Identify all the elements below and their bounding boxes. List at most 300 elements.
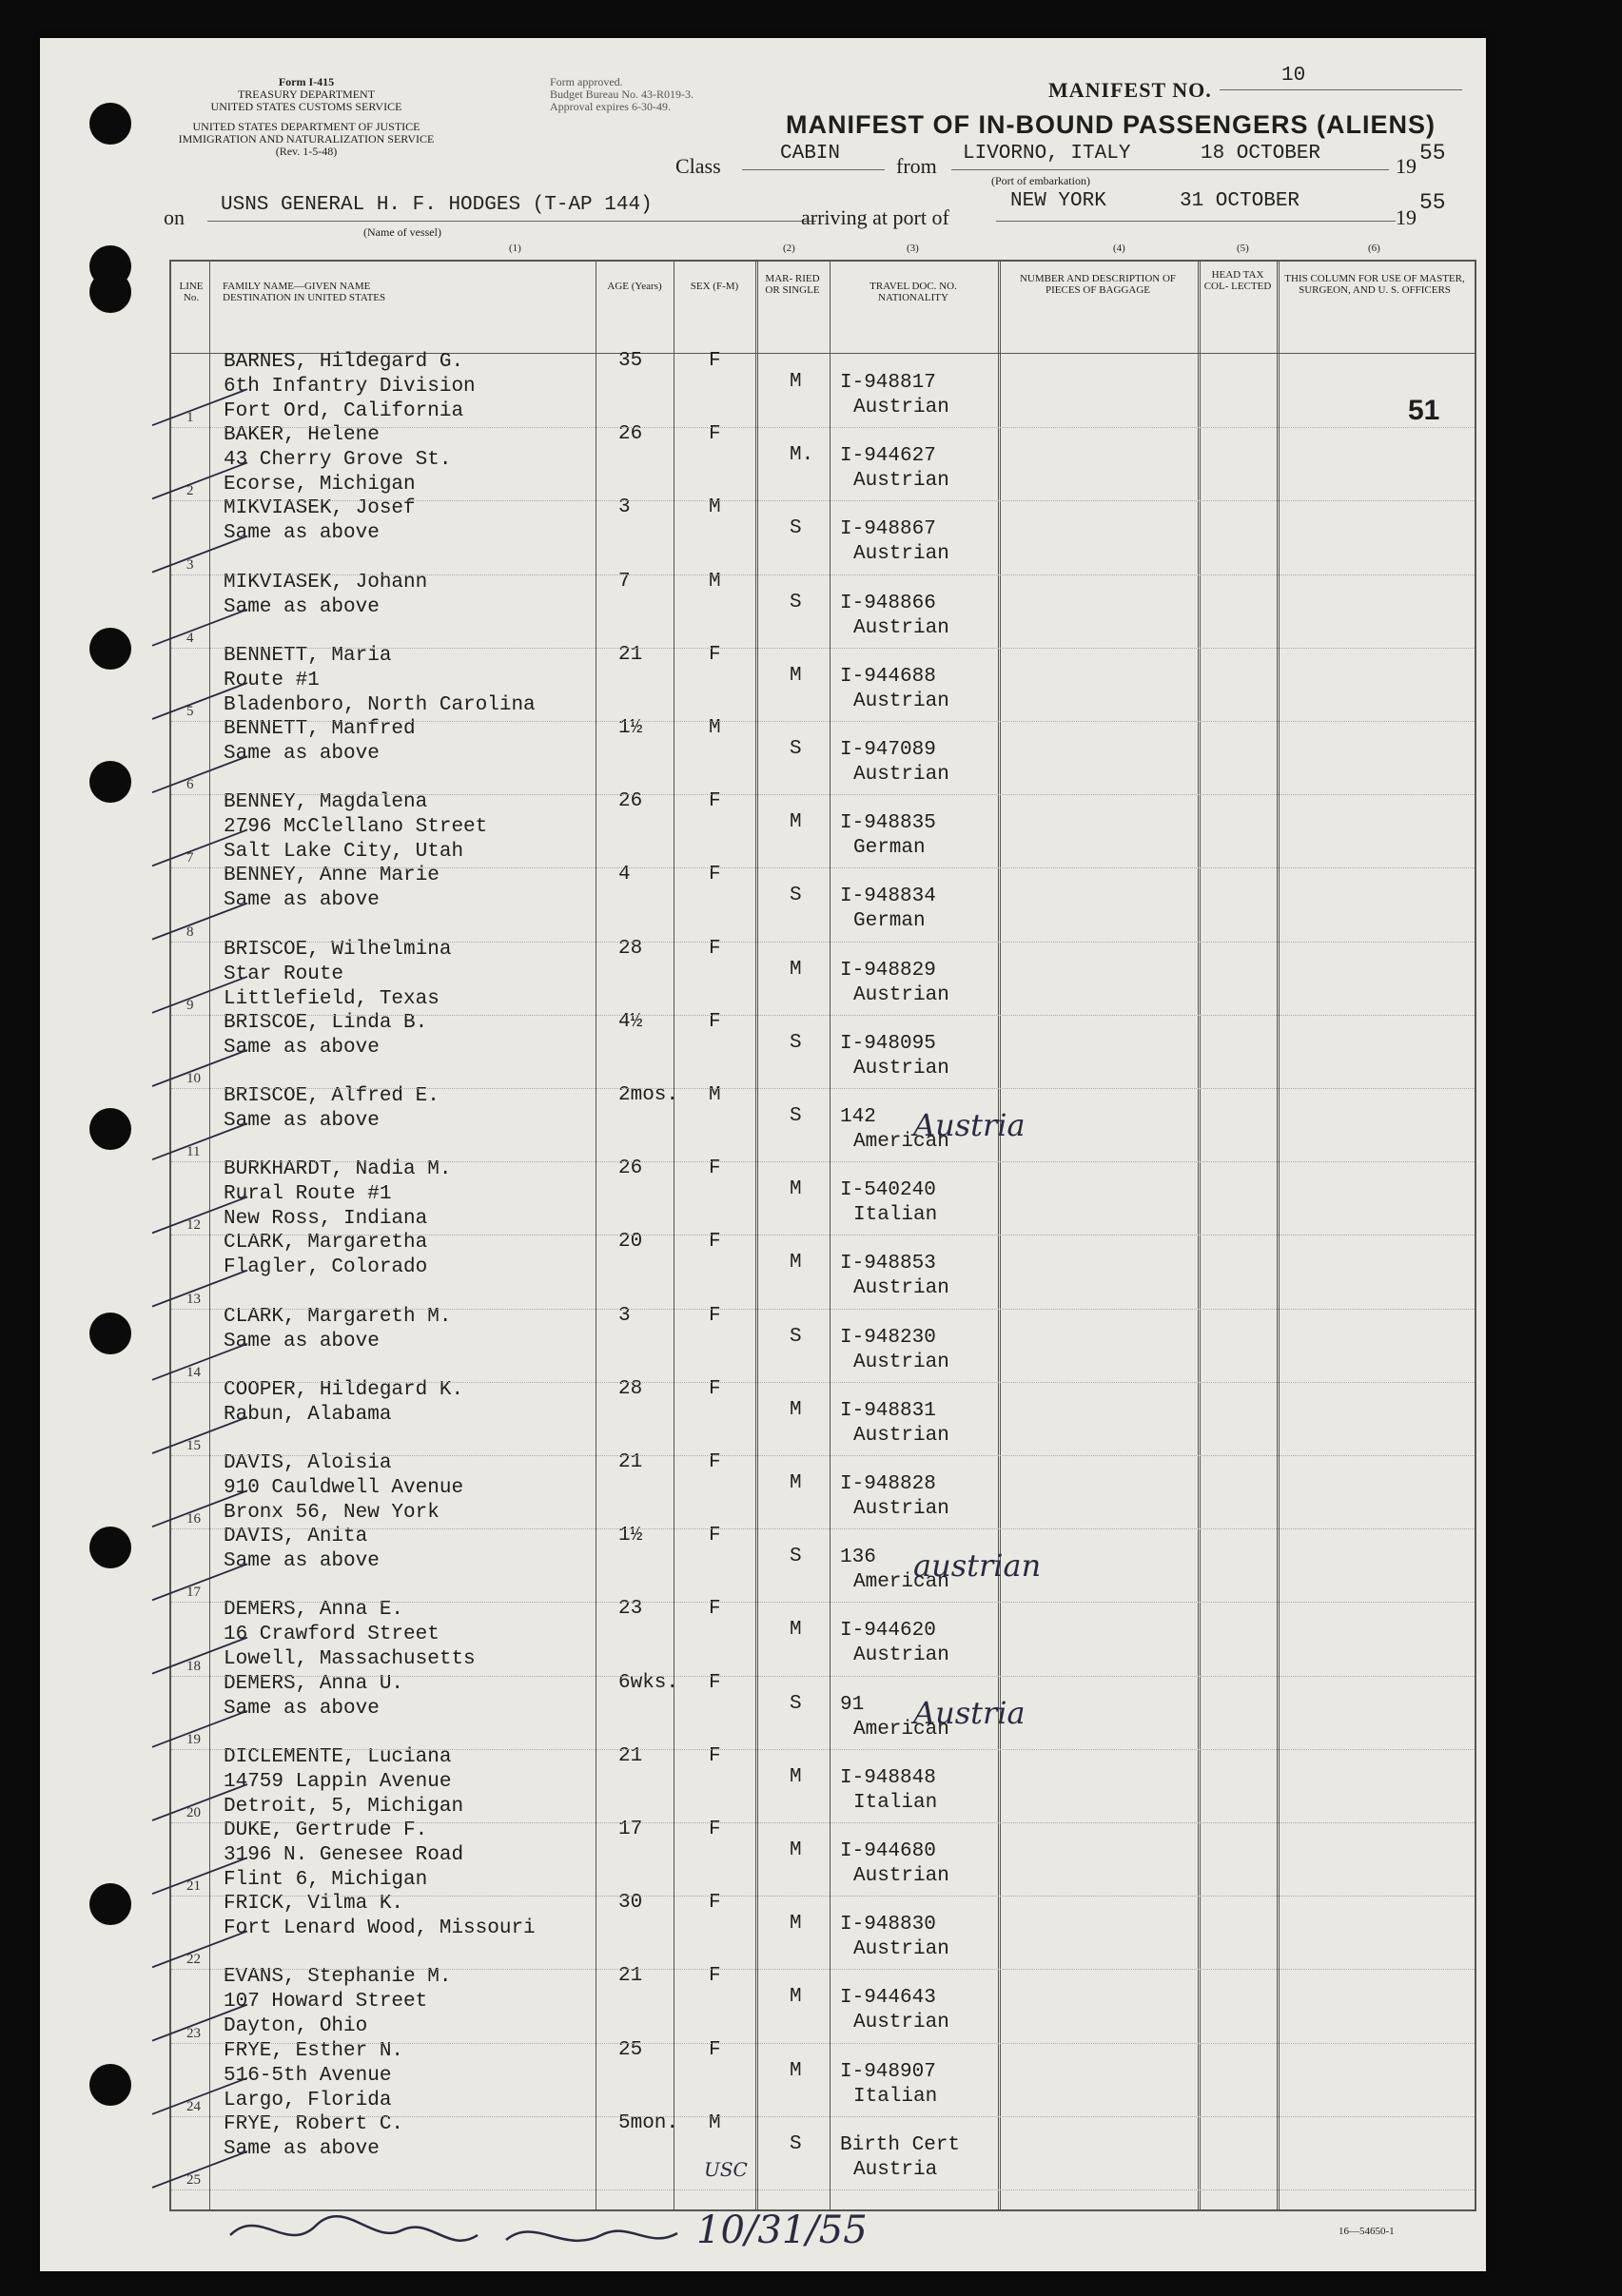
passenger-name-destination (224, 864, 440, 913)
nationality: Austrian (853, 1498, 949, 1520)
sex-value: F (709, 1892, 721, 1915)
punch-hole (89, 271, 131, 313)
manifest-no-rule (1220, 89, 1462, 90)
travel-doc (840, 2060, 937, 2110)
travel-doc-header: TRAVEL DOC. NO. NATIONALITY (870, 281, 957, 303)
table-row (171, 423, 1475, 500)
destination-line: Same as above (224, 1036, 380, 1059)
passenger-name-destination (224, 1451, 463, 1526)
travel-doc (840, 1032, 949, 1081)
row-divider (171, 1749, 1475, 1750)
nationality: Austrian (853, 764, 949, 786)
travel-doc-number: I-948817 (840, 372, 936, 394)
arriving-label: arriving at port of (801, 205, 949, 229)
destination-line: Rabun, Alabama (224, 1403, 392, 1426)
line-number: 5 (186, 703, 194, 719)
destination-line: 107 Howard Street (224, 1991, 428, 2014)
nationality: Austrian (853, 616, 949, 639)
passenger-name-destination (224, 1084, 440, 1134)
travel-doc-number: 91 (840, 1693, 865, 1716)
arrival-year-prefix: 19 (1396, 205, 1417, 229)
passenger-name-destination (224, 2112, 403, 2162)
age-header: AGE (Years) (607, 281, 662, 292)
nationality: Italian (853, 2085, 938, 2108)
age-value: 6wks. (618, 1671, 679, 1694)
from-value: LIVORNO, ITALY (963, 143, 1131, 165)
destination-line: Same as above (224, 2137, 380, 2160)
column-number: (4) (1113, 243, 1125, 254)
passenger-name-destination (224, 2039, 403, 2113)
nationality: German (853, 910, 926, 933)
sex-value: F (709, 1744, 721, 1767)
passenger-name-destination (224, 1011, 427, 1060)
line-number: 8 (186, 924, 194, 940)
passenger-name-destination (224, 1598, 476, 1672)
departure-date: 18 OCTOBER (1201, 143, 1321, 165)
destination-line: Route #1 (224, 669, 320, 691)
line-number: 21 (186, 1878, 201, 1895)
age-value: 17 (618, 1819, 643, 1840)
row-divider (171, 1235, 1475, 1236)
year-prefix: 19 (1396, 154, 1417, 178)
nationality: Austrian (853, 983, 949, 1006)
passenger-name-destination (224, 1745, 463, 1819)
table-row (171, 1304, 1475, 1382)
nationality: Austrian (853, 1644, 949, 1667)
passenger-name: BARNES, Hildegard G. (224, 351, 464, 373)
marital-status: M (790, 1619, 802, 1642)
baggage-header: NUMBER AND DESCRIPTION OF PIECES OF BAGGAGE (1019, 273, 1177, 296)
travel-doc-number: I-948830 (840, 1914, 936, 1936)
form-identifier: Form I-415 TREASURY DEPARTMENT UNITED STATES CUSTOMS SERVICE UNITED STATES DEPARTMENT OF JUSTICE IMMIGRATION AND NATURALIZATION SERVICE (Rev. 1-5-48) (178, 75, 435, 158)
passenger-table (169, 243, 1476, 2211)
marital-status: M (790, 1178, 802, 1201)
row-divider (171, 867, 1475, 868)
travel-doc (840, 738, 949, 788)
age-value: 23 (618, 1598, 643, 1621)
line-number: 1 (186, 410, 194, 426)
line-number: 2 (186, 483, 194, 499)
marital-status: M. (790, 444, 814, 467)
punch-hole (89, 2064, 131, 2106)
destination-line: Same as above (224, 1697, 380, 1720)
destination-line: Same as above (224, 522, 380, 545)
sex-value: F (709, 1377, 721, 1400)
table-row (171, 350, 1475, 427)
travel-doc (840, 1839, 949, 1889)
table-row (171, 2111, 1475, 2189)
passenger-name-destination (224, 571, 427, 620)
travel-doc-number: I-540240 (840, 1179, 936, 1202)
age-value: 7 (618, 570, 631, 593)
marital-status: M (790, 1472, 802, 1494)
passenger-name: DAVIS, Anita (224, 1526, 368, 1548)
destination-line: Flint 6, Michigan (224, 1869, 428, 1891)
destination-line: Dayton, Ohio (224, 2015, 368, 2038)
name-header: FAMILY NAME—GIVEN NAME DESTINATION IN UNITED STATES (223, 281, 386, 303)
sex-value: F (709, 1965, 721, 1988)
travel-doc (840, 1178, 937, 1228)
punch-hole (89, 103, 131, 145)
form-code: 16—54650-1 (1339, 2226, 1395, 2237)
line-number: 10 (186, 1070, 201, 1086)
row-divider (171, 2043, 1475, 2044)
age-value: 26 (618, 790, 643, 813)
travel-doc (840, 1619, 949, 1668)
row-divider (171, 1309, 1475, 1310)
column-number: (6) (1368, 243, 1380, 254)
passenger-name-destination (224, 644, 536, 718)
passenger-name-destination (224, 496, 416, 546)
handwritten-annotation: Austria (913, 1107, 1026, 1143)
line-number: 3 (186, 556, 194, 573)
passenger-name: FRYE, Robert C. (224, 2112, 404, 2135)
age-value: 28 (618, 937, 643, 960)
nationality: Austrian (853, 2012, 949, 2034)
destination-line: Star Route (224, 963, 344, 985)
destination-line: 16 Crawford Street (224, 1624, 440, 1646)
passenger-name: DAVIS, Aloisia (224, 1452, 392, 1474)
nationality: Austrian (853, 1277, 949, 1300)
marital-status: M (790, 1765, 802, 1788)
passenger-name: CLARK, Margareth M. (224, 1305, 452, 1328)
passenger-name: BRISCOE, Wilhelmina (224, 938, 452, 961)
destination-line: 516-5th Avenue (224, 2064, 392, 2087)
sex-value: M (709, 570, 721, 593)
line-number: 25 (186, 2171, 201, 2188)
nationality: Austrian (853, 397, 949, 418)
sex-value: F (709, 1819, 721, 1840)
age-value: 3 (618, 1304, 631, 1327)
passenger-name-destination (224, 1965, 451, 2039)
travel-doc-number: I-948867 (840, 518, 936, 541)
destination-line: Flagler, Colorado (224, 1256, 428, 1279)
row-divider (171, 1015, 1475, 1016)
row-divider (171, 1896, 1475, 1897)
handwritten-annotation: USC (704, 2157, 748, 2181)
nationality: American (853, 1131, 949, 1153)
column-number: (3) (907, 243, 919, 254)
passenger-name-destination (224, 717, 416, 767)
age-value: 21 (618, 1965, 643, 1988)
marital-status: S (790, 885, 802, 907)
destination-line: 3196 N. Genesee Road (224, 1844, 464, 1866)
vessel-name: USNS GENERAL H. F. HODGES (T-AP 144) (221, 194, 653, 216)
signature-date: 10/31/55 (696, 2208, 868, 2252)
passenger-name: BAKER, Helene (224, 424, 380, 447)
passenger-name-destination (224, 790, 487, 865)
travel-doc (840, 1252, 949, 1301)
table-row (171, 790, 1475, 867)
age-value: 5mon. (618, 2111, 679, 2134)
nationality: German (853, 837, 926, 860)
destination-line: Same as above (224, 595, 380, 618)
sex-value: M (709, 1084, 721, 1106)
from-rule (951, 169, 1389, 170)
sex-value: F (709, 2038, 721, 2061)
on-label: on (164, 205, 185, 229)
destination-line: Salt Lake City, Utah (224, 841, 464, 864)
travel-doc-number: I-944627 (840, 445, 936, 468)
line-number: 13 (186, 1291, 201, 1307)
table-row (171, 1892, 1475, 1969)
destination-line: New Ross, Indiana (224, 1208, 428, 1231)
table-row (171, 1158, 1475, 1235)
travel-doc-number: I-948230 (840, 1326, 936, 1349)
table-row (171, 1525, 1475, 1602)
marital-status: M (790, 1252, 802, 1274)
nationality: Austrian (853, 543, 949, 566)
column-number: (5) (1237, 243, 1249, 254)
head-tax-header: HEAD TAX COL- LECTED (1203, 269, 1272, 292)
destination-line: Bladenboro, North Carolina (224, 693, 536, 716)
table-row (171, 643, 1475, 721)
destination-line: Largo, Florida (224, 2089, 392, 2111)
sex-value: F (709, 423, 721, 446)
passenger-name: FRYE, Esther N. (224, 2039, 404, 2062)
passenger-name: BENNETT, Manfred (224, 718, 416, 740)
destination-line: Same as above (224, 1330, 380, 1352)
table-row (171, 717, 1475, 794)
passenger-name: DEMERS, Anna U. (224, 1672, 404, 1695)
row-divider (171, 2116, 1475, 2117)
passenger-name: DEMERS, Anna E. (224, 1599, 404, 1622)
approval-note: Form approved. Budget Bureau No. 43-R019-3. Approval expires 6-30-49. (550, 75, 694, 113)
line-no-header: LINE No. (179, 281, 204, 303)
travel-doc (840, 1986, 949, 2035)
passenger-name: FRICK, Vilma K. (224, 1893, 404, 1916)
nationality: Italian (853, 1204, 938, 1227)
table-row (171, 1231, 1475, 1308)
married-header: MAR- RIED OR SINGLE (765, 273, 820, 296)
sex-value: F (709, 937, 721, 960)
passenger-name-destination (224, 1672, 403, 1722)
travel-doc-number: I-948834 (840, 885, 936, 908)
passenger-name: BENNEY, Anne Marie (224, 865, 440, 887)
marital-status: S (790, 738, 802, 760)
class-rule (742, 169, 885, 170)
passenger-name: MIKVIASEK, Josef (224, 497, 416, 520)
destination-line: Ecorse, Michigan (224, 474, 416, 496)
table-row (171, 1671, 1475, 1749)
marital-status: S (790, 591, 802, 613)
destination-line: Same as above (224, 1110, 380, 1132)
punch-hole (89, 628, 131, 670)
line-number: 16 (186, 1511, 201, 1527)
table-row (171, 1965, 1475, 2042)
table-row (171, 1010, 1475, 1088)
travel-doc (840, 811, 936, 861)
passenger-name: BRISCOE, Linda B. (224, 1011, 428, 1034)
line-number: 15 (186, 1437, 201, 1453)
age-value: 21 (618, 1451, 643, 1473)
marital-status: M (790, 2059, 802, 2082)
travel-doc (840, 1766, 937, 1816)
vessel-rule (207, 221, 816, 222)
class-value: CABIN (780, 143, 841, 165)
row-divider (171, 574, 1475, 575)
table-row (171, 2038, 1475, 2116)
destination-line: Fort Lenard Wood, Missouri (224, 1917, 536, 1940)
marital-status: S (790, 1105, 802, 1127)
marital-status: S (790, 517, 802, 540)
sex-value: M (709, 2111, 721, 2134)
line-number: 6 (186, 777, 194, 793)
age-value: 1½ (618, 1525, 643, 1547)
officer-signature (221, 2197, 1077, 2271)
passenger-name: EVANS, Stephanie M. (224, 1966, 452, 1989)
travel-doc (840, 517, 949, 567)
punch-hole (89, 1527, 131, 1568)
destination-line: 14759 Lappin Avenue (224, 1770, 452, 1793)
sex-value: F (709, 1671, 721, 1694)
age-value: 21 (618, 643, 643, 666)
nationality: Austrian (853, 1057, 949, 1080)
table-row (171, 937, 1475, 1015)
column-number: (2) (783, 243, 795, 254)
travel-doc-number: I-948853 (840, 1253, 936, 1275)
nationality: Austrian (853, 470, 949, 493)
travel-doc-number: I-948866 (840, 592, 936, 614)
marital-status: M (790, 1839, 802, 1861)
destination-line: 6th Infantry Division (224, 376, 476, 398)
passenger-name-destination (224, 1378, 463, 1428)
marital-status: S (790, 1325, 802, 1348)
passenger-name: CLARK, Margaretha (224, 1232, 428, 1255)
passenger-name-destination (224, 1819, 463, 1893)
destination-line: Same as above (224, 1550, 380, 1573)
row-divider (171, 1822, 1475, 1823)
destination-line: 43 Cherry Grove St. (224, 449, 452, 472)
sex-value: F (709, 790, 721, 813)
arrival-port: NEW YORK (1010, 190, 1106, 212)
age-value: 3 (618, 496, 631, 519)
nationality: Austrian (853, 1865, 949, 1887)
table-row (171, 864, 1475, 941)
row-divider (171, 2189, 1475, 2190)
line-number: 4 (186, 630, 194, 646)
port-embarkation-caption: (Port of embarkation) (991, 174, 1090, 187)
manifest-no: 10 (1281, 65, 1306, 87)
travel-doc (840, 444, 949, 494)
line-number: 14 (186, 1364, 201, 1380)
travel-doc-number: I-948831 (840, 1399, 936, 1422)
sex-value: F (709, 1158, 721, 1180)
passenger-name-destination (224, 938, 451, 1012)
handwritten-annotation: Austria (913, 1694, 1026, 1731)
destination-line: Littlefield, Texas (224, 987, 440, 1010)
marital-status: M (790, 371, 802, 393)
marital-status: M (790, 1398, 802, 1421)
row-divider (171, 1676, 1475, 1677)
marital-status: S (790, 1031, 802, 1054)
row-divider (171, 1528, 1475, 1529)
passenger-name: COOPER, Hildegard K. (224, 1378, 464, 1401)
passenger-name: DICLEMENTE, Luciana (224, 1745, 452, 1768)
travel-doc (840, 1399, 949, 1449)
passenger-name-destination (224, 350, 476, 424)
destination-line: Same as above (224, 889, 380, 912)
travel-doc (840, 1326, 949, 1375)
from-label: from (896, 154, 937, 178)
age-value: 4 (618, 864, 631, 886)
marital-status: M (790, 664, 802, 687)
travel-doc (840, 371, 949, 420)
age-value: 2mos. (618, 1084, 679, 1106)
nationality: Italian (853, 1791, 938, 1814)
officer-note: 51 (1408, 395, 1440, 426)
table-row (171, 1819, 1475, 1896)
row-divider (171, 1455, 1475, 1456)
sex-value: F (709, 1231, 721, 1254)
sex-value: F (709, 350, 721, 372)
punch-hole (89, 1108, 131, 1150)
destination-line: Fort Ord, California (224, 400, 464, 422)
travel-doc (840, 2133, 960, 2183)
table-row (171, 570, 1475, 648)
destination-line: Rural Route #1 (224, 1183, 392, 1206)
travel-doc-number: I-944643 (840, 1987, 936, 2010)
row-divider (171, 1602, 1475, 1603)
travel-doc (840, 592, 949, 641)
line-number: 20 (186, 1804, 201, 1820)
travel-doc-number: I-944688 (840, 665, 936, 688)
row-divider (171, 1161, 1475, 1162)
document-title: MANIFEST OF IN-BOUND PASSENGERS (ALIENS) (786, 110, 1436, 139)
age-value: 20 (618, 1231, 643, 1254)
row-divider (171, 1088, 1475, 1089)
manifest-no-label: MANIFEST NO. (1048, 78, 1212, 102)
row-divider (171, 721, 1475, 722)
sex-value: F (709, 1304, 721, 1327)
travel-doc-number: I-948835 (840, 812, 936, 835)
age-value: 26 (618, 423, 643, 446)
line-number: 18 (186, 1658, 201, 1674)
travel-doc-number: Birth Cert (840, 2133, 961, 2156)
row-divider (171, 427, 1475, 428)
travel-doc-number: I-947089 (840, 739, 936, 761)
row-divider (171, 1969, 1475, 1970)
travel-doc (840, 665, 949, 714)
handwritten-annotation: austrian (913, 1547, 1042, 1585)
sex-value: F (709, 1010, 721, 1033)
table-row (171, 1451, 1475, 1528)
punch-hole (89, 761, 131, 803)
destination-line: Same as above (224, 743, 380, 765)
row-divider (171, 648, 1475, 649)
arrival-rule (996, 221, 1396, 222)
nationality: American (853, 1571, 949, 1594)
passenger-name: BENNETT, Maria (224, 644, 392, 667)
age-value: 28 (618, 1377, 643, 1400)
sex-value: M (709, 496, 721, 519)
travel-doc-number: I-948828 (840, 1473, 936, 1495)
line-number: 11 (186, 1144, 201, 1160)
punch-hole (89, 1883, 131, 1925)
passenger-name-destination (224, 1231, 427, 1280)
age-value: 4½ (618, 1010, 643, 1033)
sex-header: SEX (F-M) (690, 281, 739, 292)
sex-value: F (709, 1598, 721, 1621)
age-value: 21 (618, 1744, 643, 1767)
passenger-name: DUKE, Gertrude F. (224, 1819, 428, 1841)
marital-status: S (790, 2132, 802, 2155)
travel-doc (840, 1472, 949, 1522)
line-number: 7 (186, 850, 194, 866)
row-divider (171, 942, 1475, 943)
sex-value: F (709, 864, 721, 886)
passenger-name-destination (224, 423, 451, 497)
